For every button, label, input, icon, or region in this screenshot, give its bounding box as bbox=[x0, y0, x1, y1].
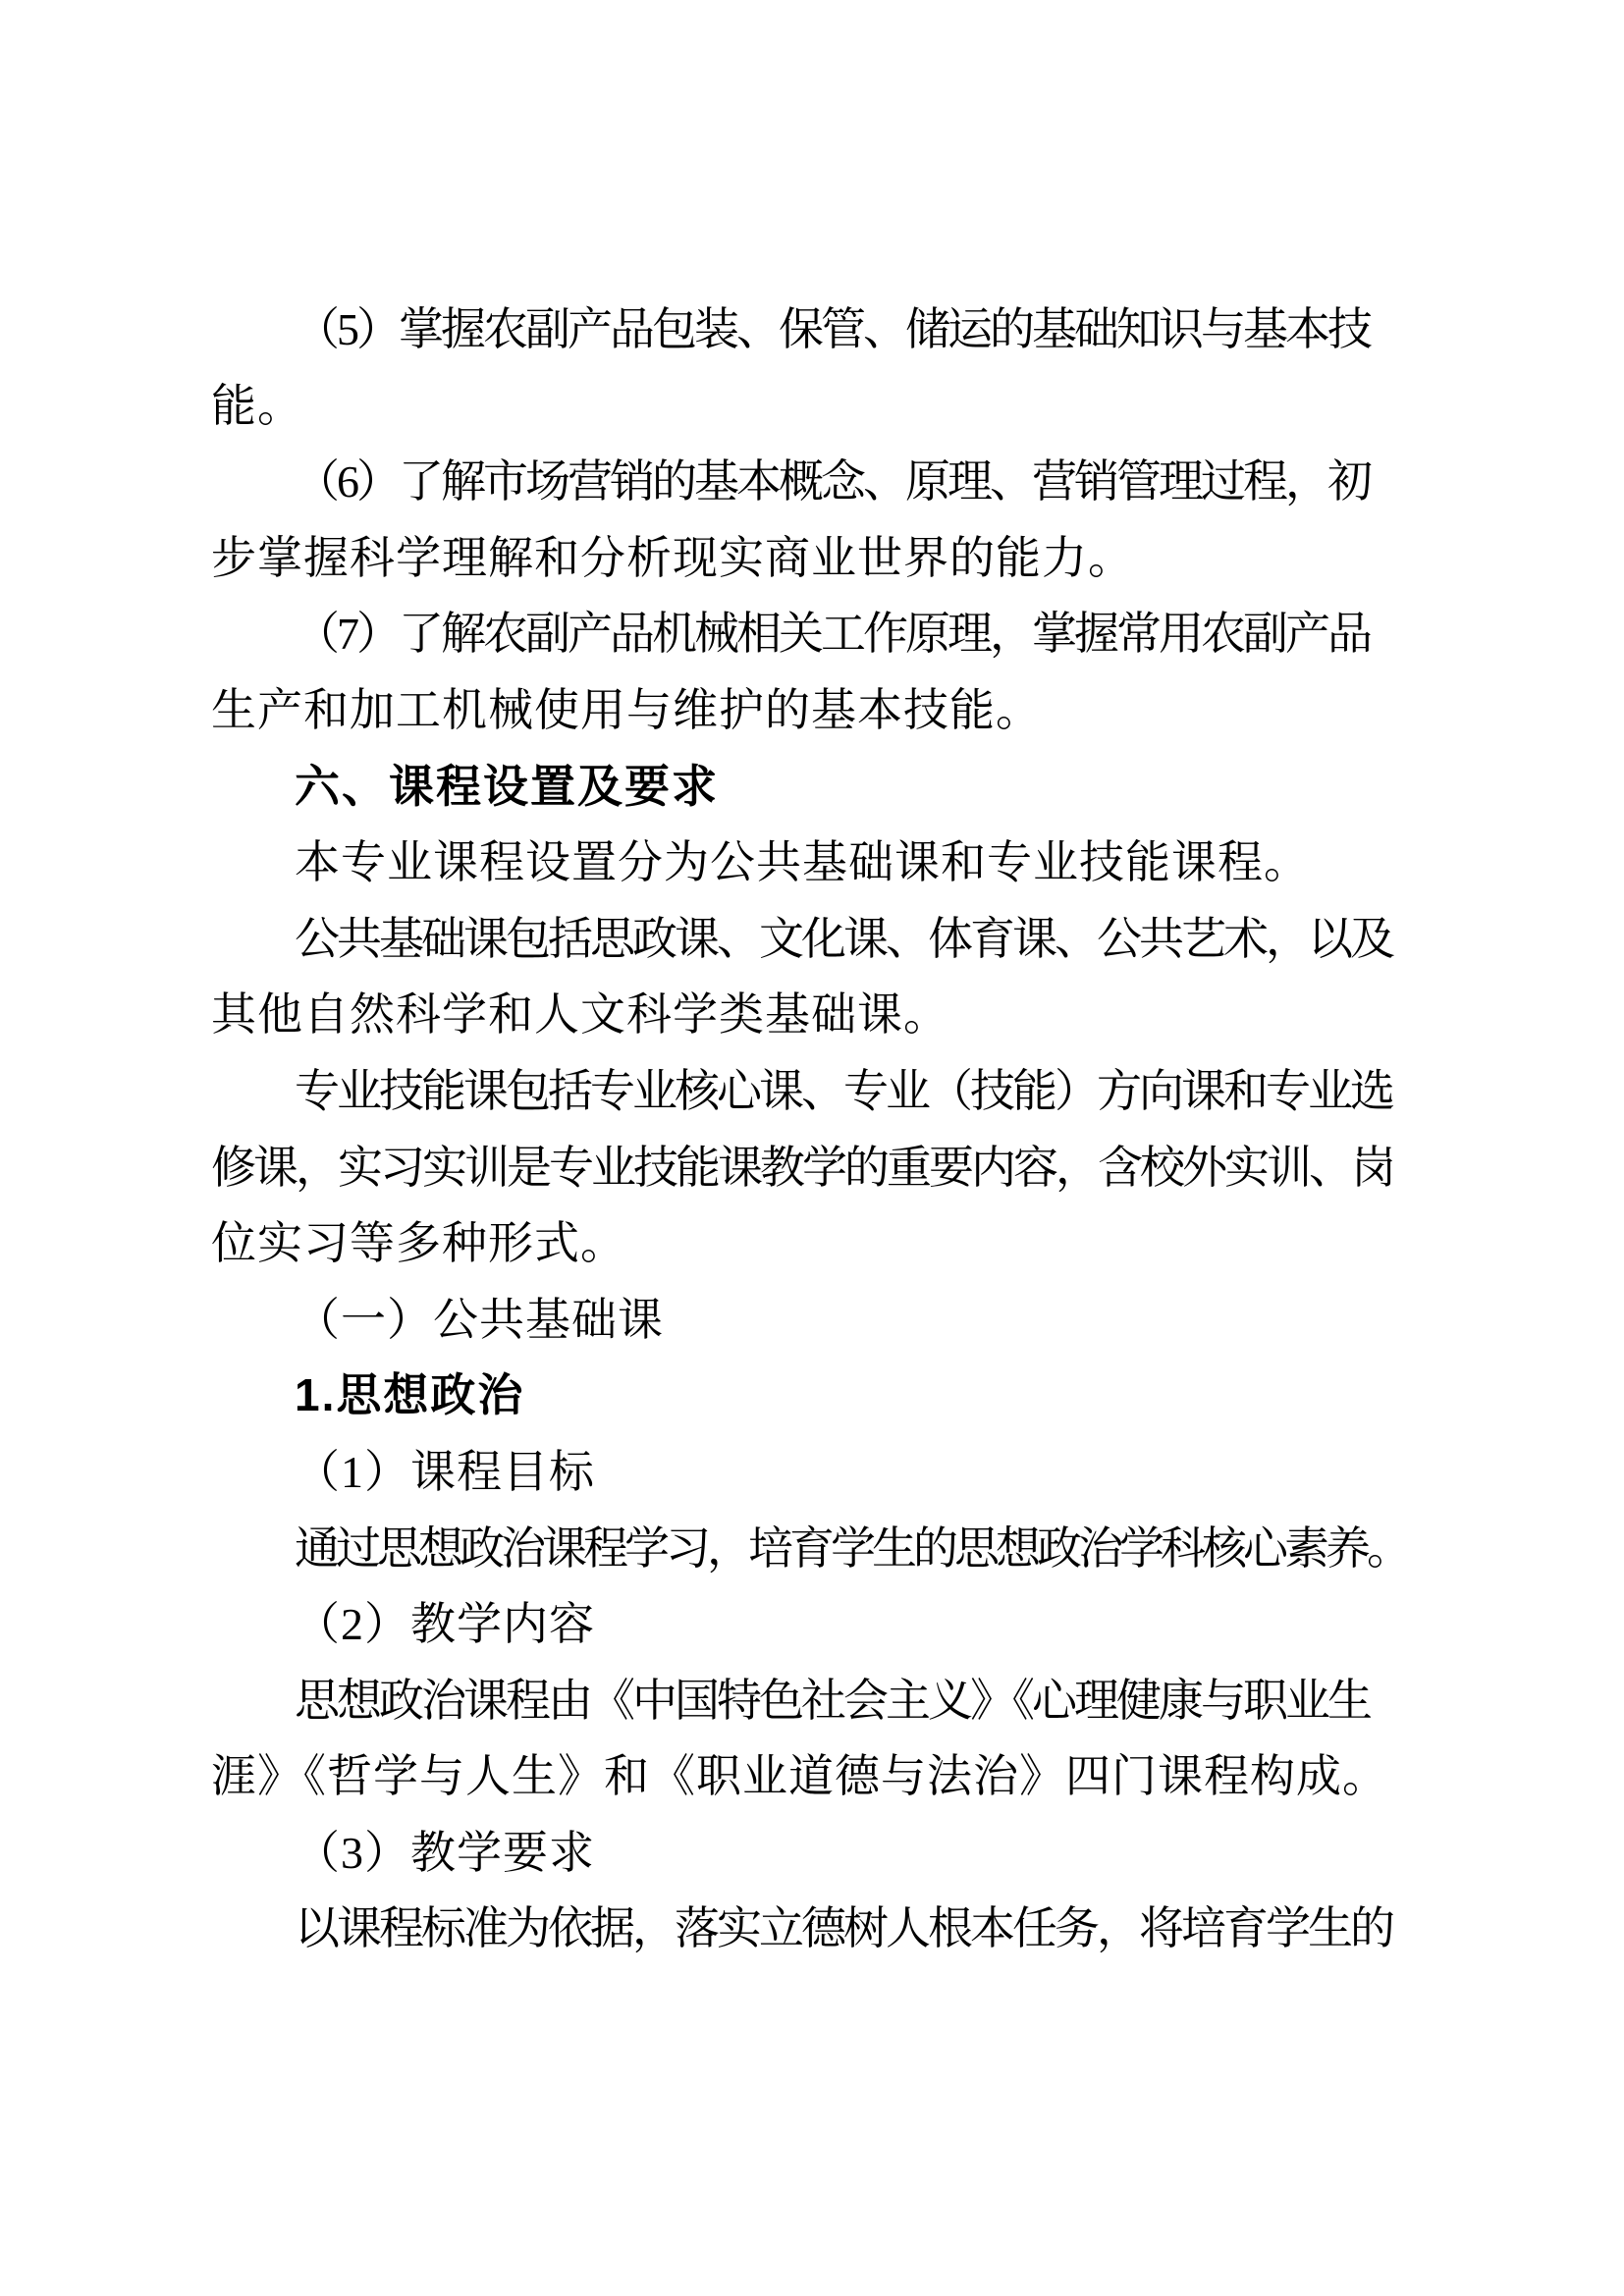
body-line: 通过思想政治课程学习，培育学生的思想政治学科核心素养。 bbox=[295, 1522, 1408, 1574]
heading-section-6-course-setup: 六、课程设置及要求 bbox=[295, 760, 719, 812]
body-line: 以课程标准为依据，落实立德树人根本任务，将培育学生的 bbox=[295, 1903, 1392, 1954]
body-line: 其他自然科学和人文科学类基础课。 bbox=[211, 989, 949, 1041]
body-line: 思想政治课程由《中国特色社会主义》《心理健康与职业生 bbox=[295, 1675, 1370, 1726]
body-line: （6）了解市场营销的基本概念、原理、营销管理过程，初 bbox=[295, 456, 1370, 507]
body-line: 位实习等多种形式。 bbox=[211, 1218, 626, 1269]
body-line: 修课，实习实训是专业技能课教学的重要内容，含校外实训、岗 bbox=[211, 1142, 1393, 1193]
body-line: 能。 bbox=[211, 380, 303, 431]
body-line: 生产和加工机械使用与维护的基本技能。 bbox=[211, 684, 1042, 735]
subheading-course-objectives: （1）课程目标 bbox=[295, 1446, 595, 1497]
body-line: 公共基础课包括思政课、文化课、体育课、公共艺术，以及 bbox=[295, 913, 1392, 964]
body-line: 步掌握科学理解和分析现实商业世界的能力。 bbox=[211, 532, 1134, 583]
subheading-teaching-requirements: （3）教学要求 bbox=[295, 1827, 595, 1878]
subheading-teaching-content: （2）教学内容 bbox=[295, 1599, 595, 1650]
body-line: （7）了解农副产品机械相关工作原理，掌握常用农副产品 bbox=[295, 609, 1370, 660]
body-line: 专业技能课包括专业核心课、专业（技能）方向课和专业选 bbox=[295, 1065, 1392, 1116]
heading-public-basic-courses: （一）公共基础课 bbox=[295, 1294, 664, 1345]
body-line: （5）掌握农副产品包装、保管、储运的基础知识与基本技 bbox=[295, 304, 1370, 354]
body-line: 涯》《哲学与人生》和《职业道德与法治》四门课程构成。 bbox=[211, 1751, 1388, 1802]
heading-ideological-political: 1.思想政治 bbox=[295, 1369, 525, 1421]
body-line: 本专业课程设置分为公共基础课和专业技能课程。 bbox=[295, 837, 1310, 888]
document-content bbox=[211, 292, 1417, 1967]
